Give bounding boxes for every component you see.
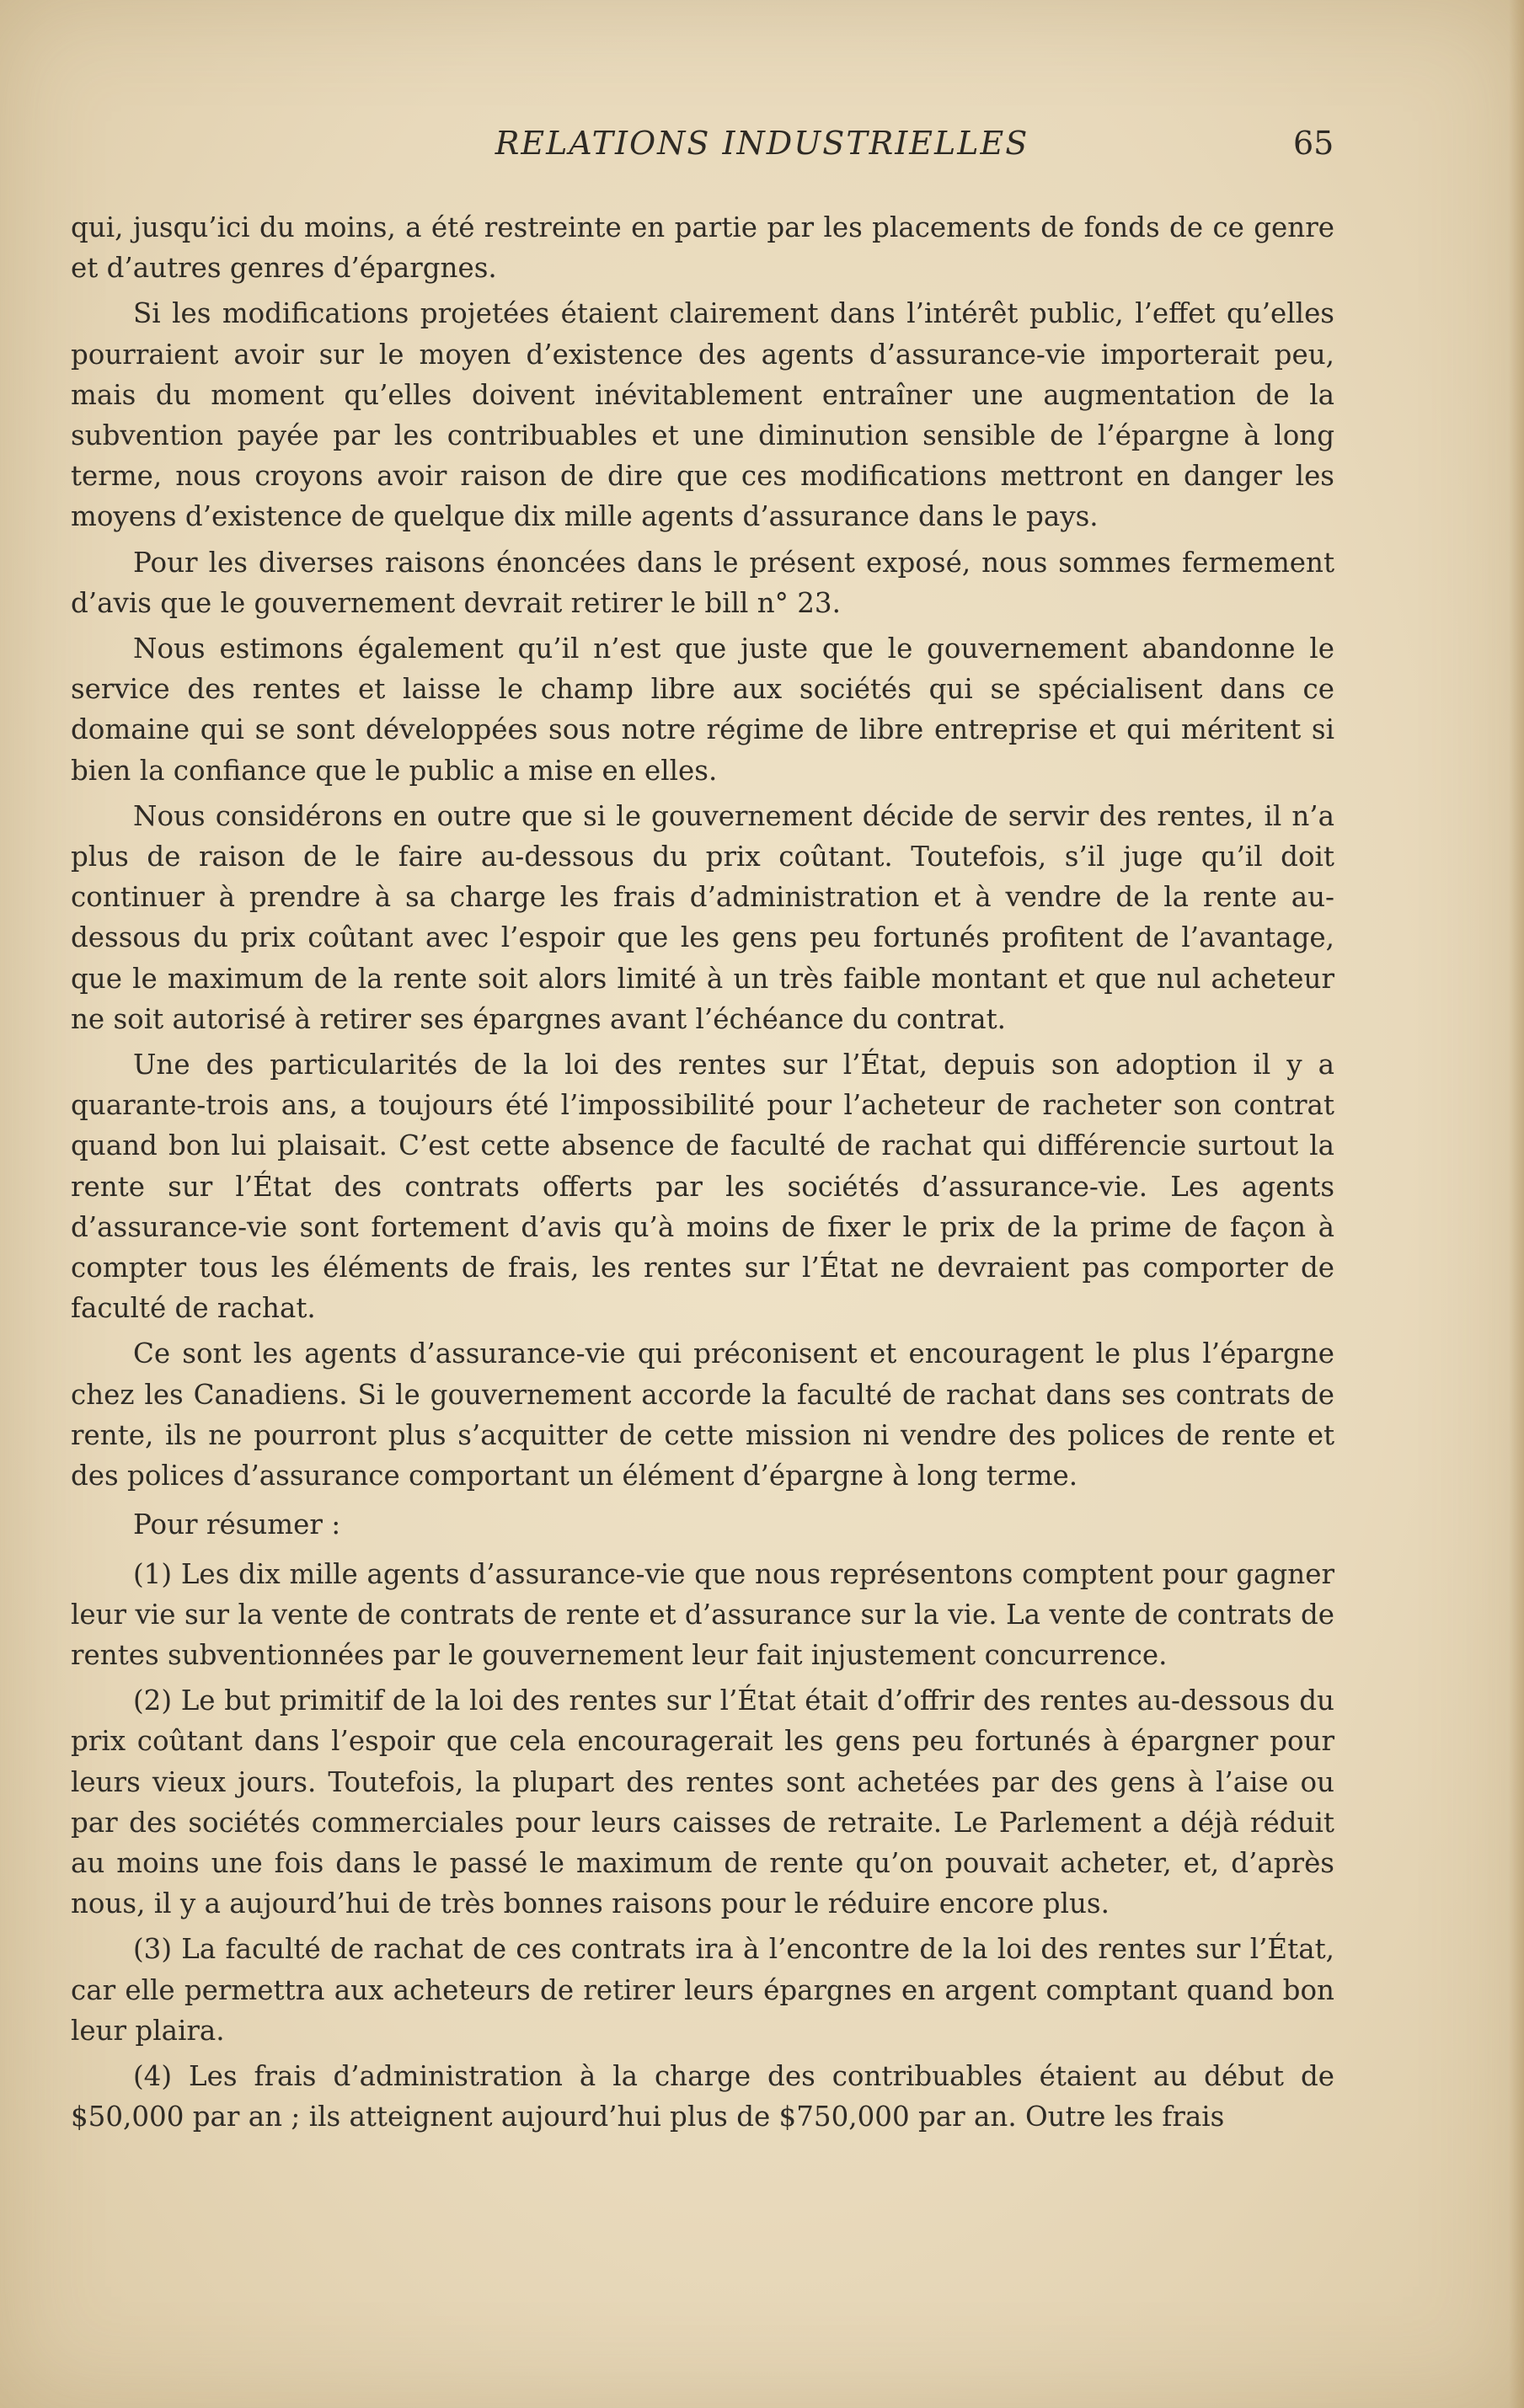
paragraph: Ce sont les agents d’assurance-vie qui préconisent et encouragent le plus l’épargne chez les Canadiens. Si le gouvernement accorde la faculté de rachat dans ses contrats de rente, ils ne pourront plus s’acquitter de cette mission ni vendre des polices de rente et des polices d’assurance comportant un élément d’épargne à long terme.: [71, 1337, 1334, 1492]
paragraph: Une des particularités de la loi des rentes sur l’État, depuis son adoption il y a quarante-trois ans, a toujours été l’impossibilité pour l’acheteur de racheter son contrat quand bon lui plaisait. C’est cette absence de faculté de rachat qui différencie surtout la rente sur l’État des contrats offerts par les sociétés d’assurance-vie. Les agents d’assurance-vie sont fortement d’avis qu’à moins de fixer le prix de la prime de façon à compter tous les éléments de frais, les rentes sur l’État ne devraient pas comporter de faculté de rachat.: [71, 1049, 1334, 1325]
page-edge-shadow: [1509, 0, 1524, 2408]
summary-item: (4) Les frais d’administration à la charge des contribuables étaient au début de $50,000 par an ; ils atteignent aujourd’hui plus de $750,000 par an. Outre les frais: [71, 2059, 1334, 2133]
paragraph: Nous estimons également qu’il n’est que juste que le gouvernement abandonne le service des rentes et laisse le champ libre aux sociétés qui se spécialisent dans ce domaine qui se sont développées sous notre régime de libre entreprise et qui méritent si bien la confiance que le public a mise en elles.: [71, 633, 1334, 787]
paragraph: Pour les diverses raisons énoncées dans le présent exposé, nous sommes fermement d’avis que le gouvernement devrait retirer le bill n° 23.: [71, 546, 1334, 619]
paragraph-continuation: qui, jusqu’ici du moins, a été restreinte en partie par les placements de fonds de ce genre et d’autres genres d’épargnes.: [71, 211, 1334, 285]
summary-item: (1) Les dix mille agents d’assurance-vie que nous représentons comptent pour gagner leur vie sur la vente de contrats de rente et d’assurance sur la vie. La vente de contrats de rentes subventionnées par le gouvernement leur fait injustement concurrence.: [71, 1557, 1334, 1671]
running-title: RELATIONS INDUSTRIELLES: [495, 125, 1029, 162]
summary-item: (2) Le but primitif de la loi des rentes sur l’État était d’offrir des rentes au-dessous du prix coûtant dans l’espoir que cela encouragerait les gens peu fortunés à épargner pour leurs vieux jours. Toutefois, la plupart des rentes sont achetées par des gens à l’aise ou par des sociétés commerciales pour leurs caisses de retraite. Le Parlement a déjà réduit au moins une fois dans le passé le maximum de rente qu’on pouvait acheter, et, d’après nous, il y a aujourd’hui de très bonnes raisons pour le réduire encore plus.: [71, 1685, 1334, 1920]
page-number: 65: [1293, 125, 1334, 162]
paragraph: Si les modifications projetées étaient clairement dans l’intérêt public, l’effet qu’elles pourraient avoir sur le moyen d’existence des agents d’assurance-vie importerait peu, mais du moment qu’elles doivent inévitablement entraîner une augmentation de la subvention payée par les contribuables et une diminution sensible de l’épargne à long terme, nous croyons avoir raison de dire que ces modifications mettront en danger les moyens d’existence de quelque dix mille agents d’assurance dans le pays.: [71, 297, 1334, 533]
page-header: [0, 125, 1524, 175]
body-text: [71, 207, 1334, 2142]
summary-item: (3) La faculté de rachat de ces contrats ira à l’encontre de la loi des rentes sur l’État, car elle permettra aux acheteurs de retirer leurs épargnes en argent comptant quand bon leur plaira.: [71, 1933, 1334, 2047]
paragraph: Nous considérons en outre que si le gouvernement décide de servir des rentes, il n’a plus de raison de le faire au-dessous du prix coûtant. Toutefois, s’il juge qu’il doit continuer à prendre à sa charge les frais d’administration et à vendre de la rente au-dessous du prix coûtant avec l’espoir que les gens peu fortunés profitent de l’avantage, que le maximum de la rente soit alors limité à un très faible montant et que nul acheteur ne soit autorisé à retirer ses épargnes avant l’échéance du contrat.: [71, 799, 1334, 1035]
summary-heading: Pour résumer :: [133, 1508, 341, 1541]
